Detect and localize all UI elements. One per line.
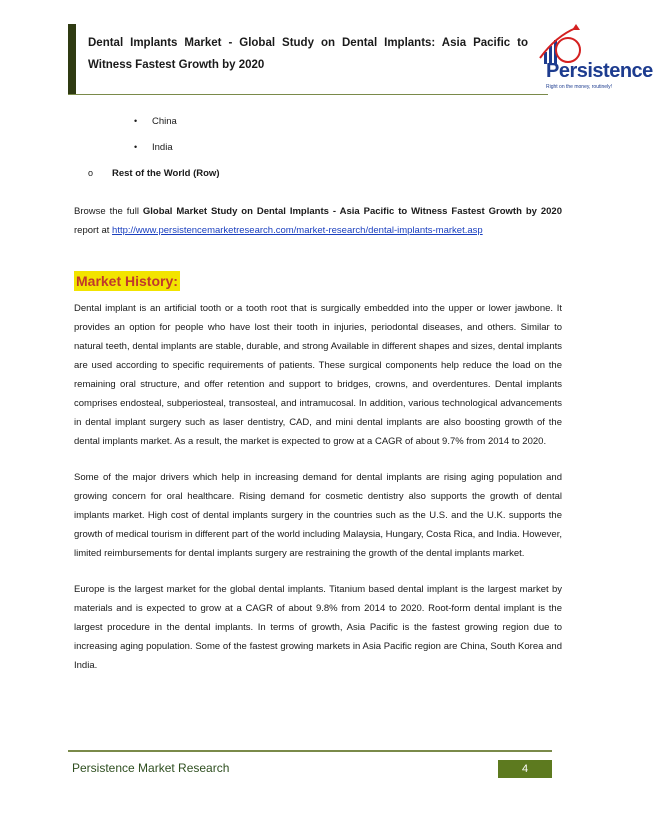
page-content [74, 112, 562, 692]
list-item-label: China [152, 116, 177, 127]
paragraph-2: Some of the major drivers which help in increasing demand for dental implants are rising aging population and growing concern for oral healthcare. Rising demand for cosmetic dentistry also supports the growth of dental implants market. High cost of dental implants surgery in the countries such as the U.S. and the U.K. supports the growth of medical tourism in different part of the world including Malaysia, Hungary, Costa Rica, and India. However, limited reimbursements for dental implants surgery are restraining the growth of the dental implants market. [74, 472, 562, 559]
browse-paragraph [74, 202, 562, 240]
paragraph-3: Europe is the largest market for the global dental implants. Titanium based dental implant is the largest market by materials and is expected to grow at a CAGR of about 9.8% from 2014 to 2020. Root-form dental implant is the largest procedure in the dental implants. In terms of growth, Asia Pacific is the fastest growing region due to increasing aging population. Some of the fastest growing markets in Asia Pacific region are China, South Korea and India. [74, 584, 562, 671]
list-item-label: Rest of the World (Row) [112, 168, 220, 179]
report-link[interactable]: http://www.persistencemarketresearch.com/market-research/dental-implants-market.asp [112, 225, 483, 236]
document-title: Dental Implants Market - Global Study on Dental Implants: Asia Pacific to Witness Fastest Growth by 2020 [88, 37, 528, 71]
logo-tagline: Right on the money, routinely! [546, 84, 613, 90]
list-item-label: India [152, 142, 173, 153]
list-item [74, 112, 562, 138]
list-item [74, 164, 562, 202]
page-header [68, 24, 548, 94]
browse-prefix: Browse the full [74, 206, 143, 217]
report-title: Global Market Study on Dental Implants - Asia Pacific to Witness Fastest Growth by 2020 [142, 206, 562, 217]
browse-middle: report at [74, 225, 113, 236]
page-footer [68, 760, 552, 778]
circle-bullet-icon: o [88, 168, 94, 178]
logo-wordmark: Persistence [546, 60, 653, 82]
page-number: 4 [498, 760, 552, 778]
persistence-logo [534, 22, 653, 102]
bullet-icon: • [134, 116, 138, 126]
list-item [74, 138, 562, 164]
footer-divider [68, 750, 552, 752]
header-divider [68, 94, 548, 95]
bullet-icon: • [134, 142, 138, 152]
paragraph-1: Dental implant is an artificial tooth or a tooth root that is surgically embedded into the upper or lower jawbone. It provides an option for people who have lost their tooth in injuries, periodontal diseases, and others. Similar to natural teeth, dental implants are stable, durable, and strong Available in different shapes and sizes, dental implants are used according to specific requirements of patients. These surgical components help reduce the load on the remaining oral structure, and offer retention and support to bridges, crowns, and overdentures. Dental implants comprises endosteal, subperiosteal, transosteal, and intramucosal. In addition, various technological advancements in dental implant surgery such as laser dentistry, CAD, and mini dental implants are also boosting growth of the dental implants market. As a result, the market is expected to grow at a CAGR of about 9.7% from 2014 to 2020. [74, 303, 562, 447]
section-heading: Market History: [76, 273, 178, 289]
footer-company: Persistence Market Research [72, 761, 230, 775]
header-accent-bar [68, 24, 76, 94]
